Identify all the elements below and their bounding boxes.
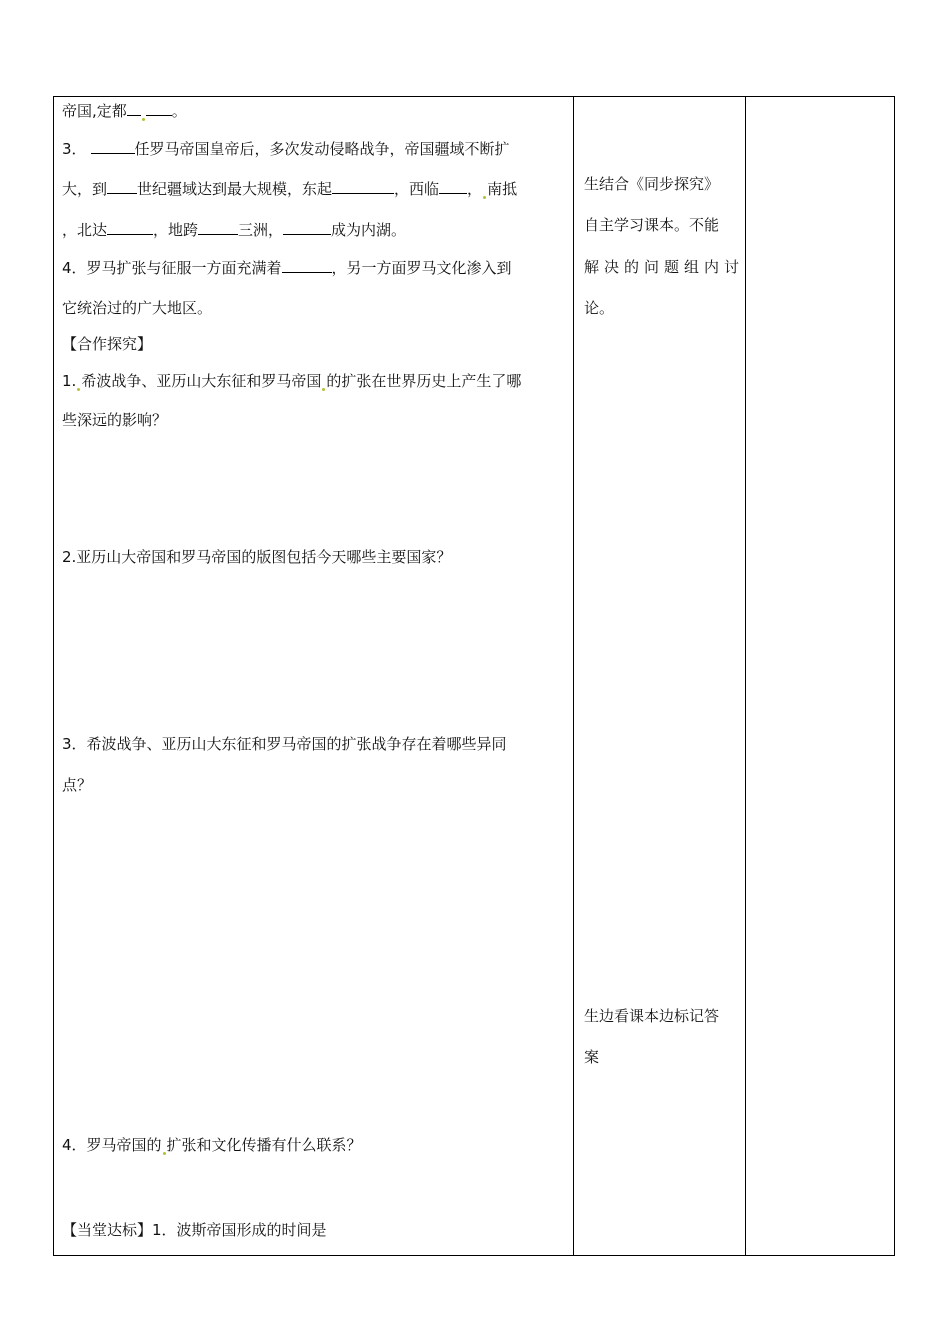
section-in-class-test: 【当堂达标】1．波斯帝国形成的时间是: [62, 1221, 327, 1239]
blank-field[interactable]: [107, 219, 153, 235]
blank-field[interactable]: [198, 219, 238, 235]
blank-field[interactable]: [439, 178, 467, 194]
justified-line: 解决的问题组内讨: [584, 258, 745, 276]
mark-dot: [77, 388, 80, 391]
question-4-line-2: 它统治过的广大地区。: [62, 299, 213, 317]
inquiry-1-line-1: 1. 希波战争、亚历山大东征和罗马帝国 的扩张在世界历史上产生了哪: [62, 372, 522, 390]
inquiry-1-line-2: 些深远的影响？: [62, 411, 168, 429]
section-cooperative-inquiry: 【合作探究】: [62, 335, 153, 353]
blank-field[interactable]: [146, 100, 172, 116]
column-divider-1: [573, 97, 574, 1255]
blank-field[interactable]: [332, 178, 394, 194]
inquiry-4: 4．罗马帝国的 扩张和文化传播有什么联系？: [62, 1136, 362, 1154]
mark-dot: [322, 388, 325, 391]
blank-field[interactable]: [283, 219, 331, 235]
question-3-line-1: 3． 任罗马帝国皇帝后，多次发动侵略战争，帝国疆域不断扩: [62, 140, 510, 158]
inquiry-3-line-2: 点？: [62, 776, 93, 794]
question-3-line-2: 大，到 世纪疆域达到最大规模，东起 ，西临 ， 南抵: [62, 180, 518, 198]
lesson-table: 帝国,定都 。 3． 任罗马帝国皇帝后，多次发动侵略战争，帝国疆域不断扩 大，到 世纪疆域达到最大规模，东起 ，西临 ， 南抵 ，北达 ，地跨 三洲， 成为内湖。 4．罗马扩张与征服一方面充满着 ，另一方面罗马文化渗入到 它统治过的广大地区。 【合作探究】 1. 希波战争、亚历山大东征和罗马帝国 的扩张在世界历史上产生了哪 些深远的影响？ 2.亚历山大帝国和罗马帝国的版图包括今天哪些主要国家？ 3．希波战争、亚历山大东征和罗马帝国的扩张战争存在着哪些异同 点？ 4．罗马帝国的 扩张和文化传播有什么联系？ 【当堂达标】1．波斯帝国形成的时间是 生结合《同步探究》 自主学习课本。不能 解决的问题组内讨 论。 生边看课本边标记答 案: [53, 96, 895, 1256]
blank-field[interactable]: [107, 178, 137, 194]
question-4-line-1: 4．罗马扩张与征服一方面充满着 ，另一方面罗马文化渗入到: [62, 259, 512, 277]
mark-dot: [483, 196, 486, 199]
column-divider-2: [745, 97, 746, 1255]
inquiry-3-line-1: 3．希波战争、亚历山大东征和罗马帝国的扩张战争存在着哪些异同: [62, 735, 507, 753]
text-line-capital: 帝国,定都 。: [62, 102, 187, 120]
mark-dot: [163, 1152, 166, 1155]
blank-field[interactable]: [127, 100, 141, 116]
question-3-line-3: ，北达 ，地跨 三洲， 成为内湖。: [62, 221, 407, 239]
mark-dot: [142, 118, 145, 121]
inquiry-2: 2.亚历山大帝国和罗马帝国的版图包括今天哪些主要国家？: [62, 548, 452, 566]
blank-field[interactable]: [282, 257, 332, 273]
blank-field[interactable]: [91, 138, 135, 154]
